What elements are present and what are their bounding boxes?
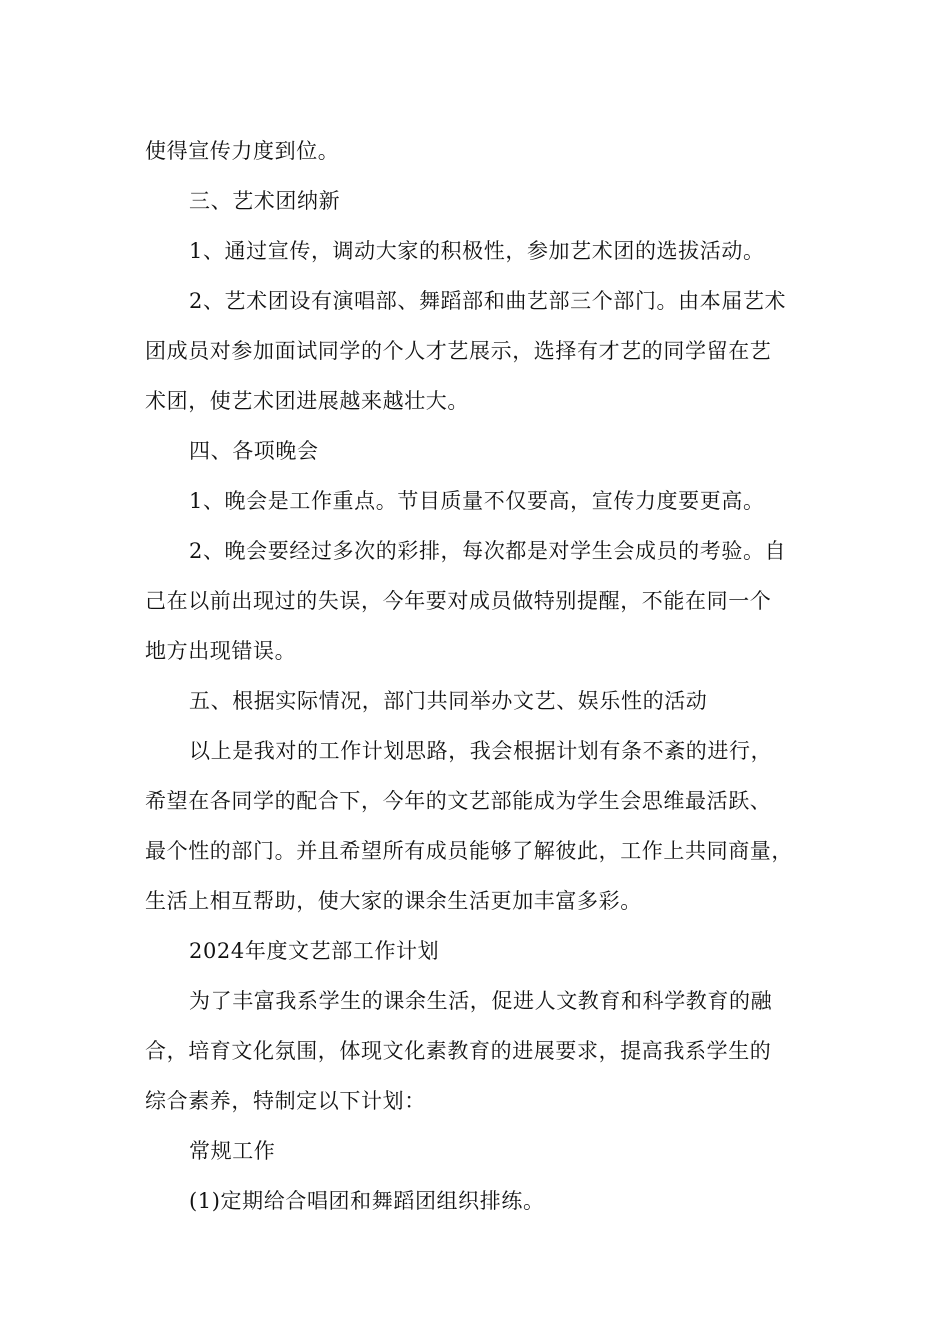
section-heading: 五、根据实际情况，部门共同举办文艺、娱乐性的活动: [189, 689, 708, 713]
text-line: 地方出现错误。: [145, 639, 297, 663]
section-heading: 常规工作: [189, 1139, 276, 1163]
text-line: 以上是我对的工作计划思路，我会根据计划有条不紊的进行，: [189, 739, 773, 763]
document-title: 2024年度文艺部工作计划: [189, 939, 440, 963]
text-line: 生活上相互帮助，使大家的课余生活更加丰富多彩。: [145, 889, 642, 913]
text-line: 术团，使艺术团进展越来越壮大。: [145, 389, 469, 413]
text-line: 1、晚会是工作重点。节目质量不仅要高，宣传力度要更高。: [189, 489, 765, 513]
text-line: (1)定期给合唱团和舞蹈团组织排练。: [189, 1189, 545, 1213]
text-line: 2、艺术团设有演唱部、舞蹈部和曲艺部三个部门。由本届艺术: [189, 289, 787, 313]
text-line: 团成员对参加面试同学的个人才艺展示，选择有才艺的同学留在艺: [145, 339, 772, 363]
section-heading: 三、艺术团纳新: [189, 189, 341, 213]
text-line: 2、晚会要经过多次的彩排，每次都是对学生会成员的考验。自: [189, 539, 787, 563]
text-line: 最个性的部门。并且希望所有成员能够了解彼此，工作上共同商量，: [145, 839, 793, 863]
text-line: 为了丰富我系学生的课余生活，促进人文教育和科学教育的融: [189, 989, 773, 1013]
text-line: 综合素养，特制定以下计划：: [145, 1089, 426, 1113]
section-heading: 四、各项晚会: [189, 439, 319, 463]
text-line: 使得宣传力度到位。: [145, 139, 340, 163]
text-line: 合，培育文化氛围，体现文化素教育的进展要求，提高我系学生的: [145, 1039, 772, 1063]
text-line: 己在以前出现过的失误，今年要对成员做特别提醒，不能在同一个: [145, 589, 772, 613]
text-line: 1、通过宣传，调动大家的积极性，参加艺术团的选拔活动。: [189, 239, 765, 263]
text-line: 希望在各同学的配合下，今年的文艺部能成为学生会思维最活跃、: [145, 789, 772, 813]
